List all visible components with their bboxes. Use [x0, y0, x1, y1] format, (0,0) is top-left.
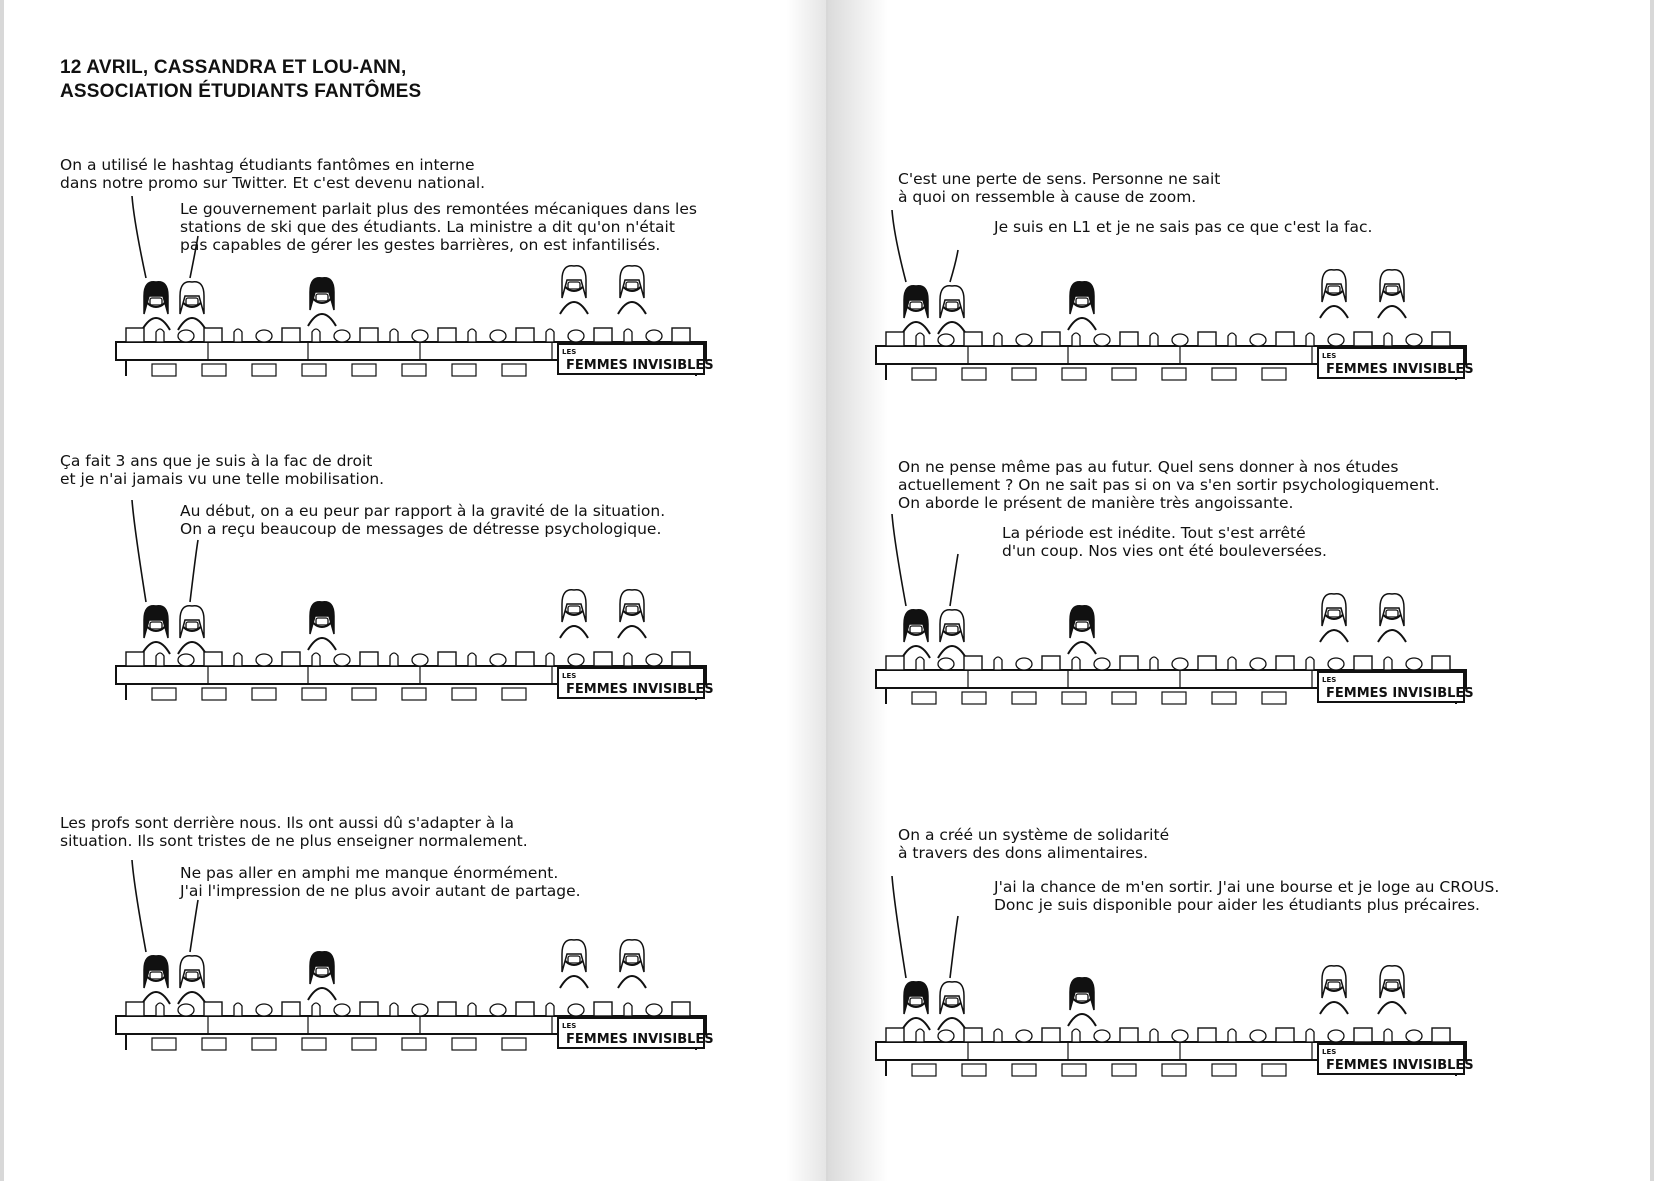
crate — [152, 364, 176, 376]
right-page — [828, 0, 1650, 1181]
crate — [502, 364, 526, 376]
quote-a: On a utilisé le hashtag étudiants fantômes en interne dans notre promo sur Twitter. Et c'est devenu national. — [60, 156, 486, 192]
title-line-1: 12 AVRIL, CASSANDRA ET LOU-ANN, — [60, 57, 407, 78]
bottle — [1228, 333, 1236, 346]
food-box — [1120, 332, 1138, 346]
bottle — [390, 329, 398, 342]
volunteer-figure — [178, 956, 206, 1004]
jar — [178, 1004, 194, 1016]
volunteer-figure — [938, 610, 966, 658]
visitor-figure — [308, 278, 336, 326]
crate — [452, 1038, 476, 1050]
gutter-shadow — [786, 0, 826, 1181]
banner-small-text: LES — [562, 348, 577, 356]
quote-a: Les profs sont derrière nous. Ils ont aussi dû s'adapter à la situation. Ils sont tristes de ne plus enseigner normalement. — [60, 814, 528, 850]
speech-pointer — [190, 900, 198, 952]
crate — [152, 1038, 176, 1050]
bottle — [916, 333, 924, 346]
crate — [1262, 368, 1286, 380]
crate — [912, 368, 936, 380]
food-box — [1276, 332, 1294, 346]
food-box — [964, 332, 982, 346]
crate — [1062, 1064, 1086, 1076]
volunteer-figure — [560, 940, 588, 988]
bottle — [234, 329, 242, 342]
volunteer-figure — [178, 282, 206, 330]
jar — [646, 330, 662, 342]
volunteer-figure — [618, 266, 646, 314]
left-page — [4, 0, 826, 1181]
quote-b: J'ai la chance de m'en sortir. J'ai une bourse et je loge au CROUS. Donc je suis disponible pour aider les étudiants plus précaires. — [994, 878, 1500, 914]
volunteer-figure — [1378, 966, 1406, 1014]
crate — [1062, 692, 1086, 704]
jar — [178, 330, 194, 342]
food-box — [126, 652, 144, 666]
food-box — [204, 1002, 222, 1016]
crate — [352, 364, 376, 376]
volunteer-figure — [1320, 966, 1348, 1014]
banner-main-text: FEMMES INVISIBLES — [566, 358, 714, 373]
speech-pointer — [190, 236, 198, 278]
crate — [912, 692, 936, 704]
food-box — [1354, 656, 1372, 670]
food-box — [438, 1002, 456, 1016]
volunteer-figure — [902, 286, 930, 334]
bottle — [624, 329, 632, 342]
bottle — [468, 653, 476, 666]
crate — [302, 688, 326, 700]
jar — [568, 330, 584, 342]
jar — [412, 330, 428, 342]
speech-pointer — [132, 500, 146, 602]
food-box — [516, 1002, 534, 1016]
crate — [352, 688, 376, 700]
banner-main-text: FEMMES INVISIBLES — [1326, 686, 1474, 701]
food-box — [438, 328, 456, 342]
food-box — [594, 1002, 612, 1016]
volunteer-figure — [1320, 270, 1348, 318]
volunteer-figure — [142, 282, 170, 330]
crate — [1112, 1064, 1136, 1076]
volunteer-figure — [560, 590, 588, 638]
volunteer-figure — [1320, 594, 1348, 642]
food-box — [1432, 656, 1450, 670]
speech-pointer — [892, 514, 906, 606]
jar — [490, 654, 506, 666]
jar — [1094, 1030, 1110, 1042]
food-box — [1198, 1028, 1216, 1042]
food-box — [672, 652, 690, 666]
jar — [646, 654, 662, 666]
jar — [1406, 658, 1422, 670]
banner-small-text: LES — [1322, 676, 1337, 684]
bottle — [1384, 1029, 1392, 1042]
food-box — [516, 652, 534, 666]
jar — [1328, 1030, 1344, 1042]
volunteer-figure — [938, 982, 966, 1030]
volunteer-figure — [618, 590, 646, 638]
jar — [1250, 334, 1266, 346]
food-box — [360, 1002, 378, 1016]
food-box — [360, 328, 378, 342]
crate — [252, 1038, 276, 1050]
food-box — [516, 328, 534, 342]
jar — [334, 654, 350, 666]
bottle — [390, 653, 398, 666]
jar — [1016, 658, 1032, 670]
jar — [646, 1004, 662, 1016]
jar — [412, 654, 428, 666]
food-box — [282, 328, 300, 342]
jar — [412, 1004, 428, 1016]
bottle — [546, 329, 554, 342]
crate — [1012, 1064, 1036, 1076]
quote-b: Je suis en L1 et je ne sais pas ce que c'est la fac. — [994, 218, 1373, 236]
crate — [912, 1064, 936, 1076]
crate — [152, 688, 176, 700]
jar — [1328, 334, 1344, 346]
quote-a: On a créé un système de solidarité à travers des dons alimentaires. — [898, 826, 1170, 862]
crate — [252, 364, 276, 376]
speech-pointer — [950, 250, 958, 282]
crate — [352, 1038, 376, 1050]
food-box — [1042, 1028, 1060, 1042]
food-box — [1042, 656, 1060, 670]
jar — [1172, 658, 1188, 670]
jar — [938, 1030, 954, 1042]
volunteer-figure — [142, 956, 170, 1004]
speech-pointer — [132, 196, 146, 278]
jar — [1172, 1030, 1188, 1042]
visitor-figure — [1068, 606, 1096, 654]
bottle — [468, 329, 476, 342]
banner-small-text: LES — [562, 1022, 577, 1030]
food-box — [1042, 332, 1060, 346]
volunteer-figure — [560, 266, 588, 314]
jar — [1094, 658, 1110, 670]
jar — [938, 658, 954, 670]
banner-main-text: FEMMES INVISIBLES — [566, 682, 714, 697]
jar — [490, 1004, 506, 1016]
food-box — [964, 1028, 982, 1042]
crate — [962, 368, 986, 380]
crate — [962, 1064, 986, 1076]
crate — [402, 1038, 426, 1050]
bottle — [234, 653, 242, 666]
quote-b: Au début, on a eu peur par rapport à la gravité de la situation. On a reçu beaucoup de messages de détresse psychologique. — [180, 502, 666, 538]
banner-main-text: FEMMES INVISIBLES — [566, 1032, 714, 1047]
crate — [1212, 692, 1236, 704]
bottle — [1384, 333, 1392, 346]
crate — [1062, 368, 1086, 380]
market-scene — [872, 872, 1492, 1112]
banner-small-text: LES — [1322, 1048, 1337, 1056]
bottle — [156, 1003, 164, 1016]
food-box — [886, 1028, 904, 1042]
speech-pointer — [950, 554, 958, 606]
food-box — [282, 652, 300, 666]
quote-b: Ne pas aller en amphi me manque énormément. J'ai l'impression de ne plus avoir autant de partage. — [180, 864, 581, 900]
food-box — [1432, 1028, 1450, 1042]
bottle — [916, 657, 924, 670]
jar — [1016, 334, 1032, 346]
bottle — [1306, 333, 1314, 346]
food-box — [964, 656, 982, 670]
food-box — [886, 656, 904, 670]
crate — [1162, 692, 1186, 704]
jar — [1172, 334, 1188, 346]
bottle — [546, 1003, 554, 1016]
food-box — [1432, 332, 1450, 346]
bottle — [1072, 333, 1080, 346]
banner-main-text: FEMMES INVISIBLES — [1326, 1058, 1474, 1073]
bottle — [312, 1003, 320, 1016]
crate — [452, 364, 476, 376]
food-box — [126, 328, 144, 342]
bottle — [468, 1003, 476, 1016]
bottle — [916, 1029, 924, 1042]
crate — [302, 364, 326, 376]
crate — [1262, 692, 1286, 704]
volunteer-figure — [902, 610, 930, 658]
crate — [1212, 368, 1236, 380]
food-box — [672, 328, 690, 342]
bottle — [156, 653, 164, 666]
bottle — [1306, 657, 1314, 670]
jar — [1328, 658, 1344, 670]
bottle — [546, 653, 554, 666]
food-box — [1276, 1028, 1294, 1042]
visitor-figure — [1068, 978, 1096, 1026]
jar — [334, 330, 350, 342]
food-box — [594, 652, 612, 666]
crate — [402, 688, 426, 700]
crate — [1012, 692, 1036, 704]
jar — [568, 1004, 584, 1016]
crate — [302, 1038, 326, 1050]
food-box — [594, 328, 612, 342]
speech-pointer — [190, 540, 198, 602]
volunteer-figure — [938, 286, 966, 334]
market-scene — [872, 510, 1472, 740]
market-scene — [112, 856, 712, 1086]
bottle — [1072, 1029, 1080, 1042]
bottle — [624, 653, 632, 666]
volunteer-figure — [618, 940, 646, 988]
food-box — [204, 328, 222, 342]
food-box — [438, 652, 456, 666]
crate — [1012, 368, 1036, 380]
visitor-figure — [1068, 282, 1096, 330]
quote-a: Ça fait 3 ans que je suis à la fac de droit et je n'ai jamais vu une telle mobilisation. — [60, 452, 385, 488]
volunteer-figure — [1378, 594, 1406, 642]
banner-small-text: LES — [562, 672, 577, 680]
jar — [334, 1004, 350, 1016]
food-box — [126, 1002, 144, 1016]
jar — [568, 654, 584, 666]
bottle — [994, 657, 1002, 670]
crate — [1262, 1064, 1286, 1076]
bottle — [156, 329, 164, 342]
volunteer-figure — [902, 982, 930, 1030]
bottle — [312, 329, 320, 342]
bottle — [390, 1003, 398, 1016]
food-box — [886, 332, 904, 346]
quote-a: C'est une perte de sens. Personne ne sait à quoi on ressemble à cause de zoom. — [898, 170, 1221, 206]
food-box — [204, 652, 222, 666]
crate — [1162, 1064, 1186, 1076]
quote-b: Le gouvernement parlait plus des remontées mécaniques dans les stations de ski que des étudiants. La ministre a dit qu'on n'était pas capables de gérer les gestes barrières, on est infantilisés. — [180, 200, 697, 254]
food-box — [1120, 656, 1138, 670]
speech-pointer — [892, 876, 906, 978]
crate — [962, 692, 986, 704]
market-scene — [112, 192, 712, 412]
banner-main-text: FEMMES INVISIBLES — [1326, 362, 1474, 377]
jar — [490, 330, 506, 342]
crate — [1162, 368, 1186, 380]
bottle — [1228, 1029, 1236, 1042]
title-line-2: ASSOCIATION ÉTUDIANTS FANTÔMES — [60, 81, 422, 102]
bottle — [1384, 657, 1392, 670]
jar — [256, 330, 272, 342]
bottle — [1228, 657, 1236, 670]
crate — [1112, 368, 1136, 380]
market-scene — [872, 206, 1472, 416]
bottle — [1072, 657, 1080, 670]
crate — [202, 688, 226, 700]
visitor-figure — [308, 952, 336, 1000]
jar — [1016, 1030, 1032, 1042]
crate — [1212, 1064, 1236, 1076]
food-box — [1354, 332, 1372, 346]
visitor-figure — [308, 602, 336, 650]
food-box — [672, 1002, 690, 1016]
crate — [1112, 692, 1136, 704]
speech-pointer — [132, 860, 146, 952]
crate — [202, 364, 226, 376]
jar — [1250, 658, 1266, 670]
volunteer-figure — [1378, 270, 1406, 318]
jar — [256, 654, 272, 666]
bottle — [1150, 333, 1158, 346]
food-box — [1276, 656, 1294, 670]
crate — [502, 1038, 526, 1050]
food-box — [360, 652, 378, 666]
bottle — [1150, 657, 1158, 670]
jar — [938, 334, 954, 346]
bottle — [234, 1003, 242, 1016]
jar — [1250, 1030, 1266, 1042]
volunteer-figure — [142, 606, 170, 654]
speech-pointer — [892, 210, 906, 282]
speech-pointer — [950, 916, 958, 978]
crate — [252, 688, 276, 700]
bottle — [1150, 1029, 1158, 1042]
bottle — [1306, 1029, 1314, 1042]
bottle — [312, 653, 320, 666]
crate — [402, 364, 426, 376]
bottle — [994, 1029, 1002, 1042]
jar — [1406, 1030, 1422, 1042]
food-box — [1198, 656, 1216, 670]
food-box — [282, 1002, 300, 1016]
food-box — [1354, 1028, 1372, 1042]
quote-a: On ne pense même pas au futur. Quel sens donner à nos études actuellement ? On ne sait pas si on va s'en sortir psychologiquement. On aborde le présent de manière très angoissante. — [898, 458, 1440, 512]
page-title — [60, 56, 421, 104]
jar — [178, 654, 194, 666]
crate — [502, 688, 526, 700]
banner-small-text: LES — [1322, 352, 1337, 360]
food-box — [1198, 332, 1216, 346]
quote-b: La période est inédite. Tout s'est arrêté d'un coup. Nos vies ont été bouleversées. — [1002, 524, 1327, 560]
jar — [1094, 334, 1110, 346]
bottle — [624, 1003, 632, 1016]
jar — [1406, 334, 1422, 346]
market-scene — [112, 496, 712, 736]
bottle — [994, 333, 1002, 346]
crate — [452, 688, 476, 700]
food-box — [1120, 1028, 1138, 1042]
jar — [256, 1004, 272, 1016]
volunteer-figure — [178, 606, 206, 654]
crate — [202, 1038, 226, 1050]
